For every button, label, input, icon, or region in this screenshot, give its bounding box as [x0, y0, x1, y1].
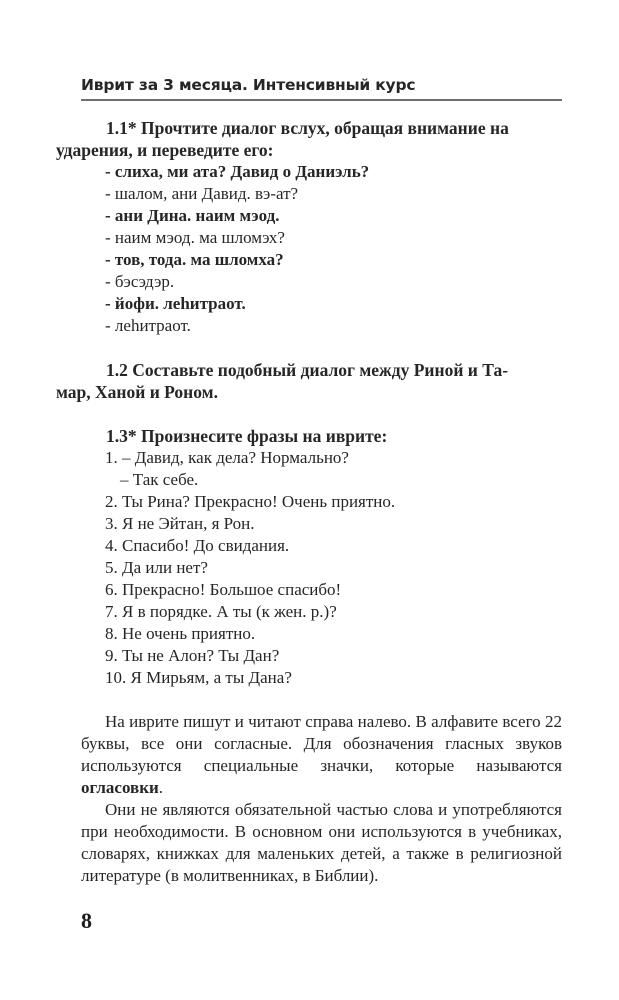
task-1-1-title [56, 117, 562, 161]
page-number: 8 [81, 908, 92, 933]
header-rule [81, 99, 562, 101]
paragraph-usage: Они не являются обязательной частью слова и употребляются при необходимости. В основном они используются в учебниках, словарях, книжках для маленьких детей, а также в религиозной литературе (в молитвенниках, в Библии). [81, 800, 562, 885]
dialog-line: - слиха, ми ата? Давид о Даниэль? [105, 162, 370, 181]
spacer [81, 337, 562, 359]
phrase-item: – Так себе. [120, 470, 199, 489]
task-1-1 [56, 117, 562, 337]
phrases-list [81, 447, 562, 689]
phrase-item: 6. Прекрасно! Большое спасибо! [105, 580, 342, 599]
task-1-2-title-line1: 1.2 Составьте подобный диалог между Риной и Та- [106, 360, 509, 380]
task-1-3-title: 1.3* Произнесите фразы на иврите: [106, 426, 388, 446]
phrase-item: 2. Ты Рина? Прекрасно! Очень приятно. [105, 492, 396, 511]
dialog-line: - наим мэод. ма шломэх? [105, 228, 285, 247]
task-1-1-title-line2: ударения, и переведите его: [56, 140, 274, 160]
dialog-line: - бэсэдэр. [105, 272, 175, 291]
phrase-item: 1. – Давид, как дела? Нормально? [105, 448, 349, 467]
phrase-item: 5. Да или нет? [105, 558, 208, 577]
phrase-item: 9. Ты не Алон? Ты Дан? [105, 646, 280, 665]
task-1-2-title-line2: мар, Ханой и Роном. [56, 382, 218, 402]
dialog-line: - ани Дина. наим мэод. [105, 206, 280, 225]
task-1-2-title [56, 359, 562, 403]
phrase-item: 10. Я Мирьям, а ты Дана? [105, 668, 292, 687]
dialog-line: - йофи. леhитраот. [105, 294, 246, 313]
dialog-line: - тов, тода. ма шломха? [105, 250, 284, 269]
page-content [56, 117, 562, 887]
running-head-title: Иврит за 3 месяца. Интенсивный курс [81, 76, 416, 94]
paragraph-alphabet [81, 711, 562, 799]
paragraph-text: На иврите пишут и читают справа налево. В алфавите всего 22 буквы, все они согласные. Для обозначения гласных звуков используются специальные значки, которые называются [81, 712, 562, 775]
task-1-1-title-line1: 1.1* Прочтите диалог вслух, обращая внимание на [106, 118, 509, 138]
dialog-line: - леhитраот. [105, 316, 191, 335]
dialog-line: - шалом, ани Давид. вэ-ат? [105, 184, 299, 203]
term-niqqud: огласовки [81, 778, 159, 797]
phrase-item: 3. Я не Эйтан, я Рон. [105, 514, 255, 533]
phrase-item: 8. Не очень приятно. [105, 624, 256, 643]
spacer [81, 689, 562, 711]
task-1-2 [56, 359, 562, 403]
paragraph-text-end: . [158, 778, 164, 797]
spacer [81, 403, 562, 425]
dialog-list [81, 161, 562, 337]
task-1-3 [81, 425, 562, 689]
phrase-item: 4. Спасибо! До свидания. [105, 536, 290, 555]
phrase-item: 7. Я в порядке. А ты (к жен. р.)? [105, 602, 337, 621]
